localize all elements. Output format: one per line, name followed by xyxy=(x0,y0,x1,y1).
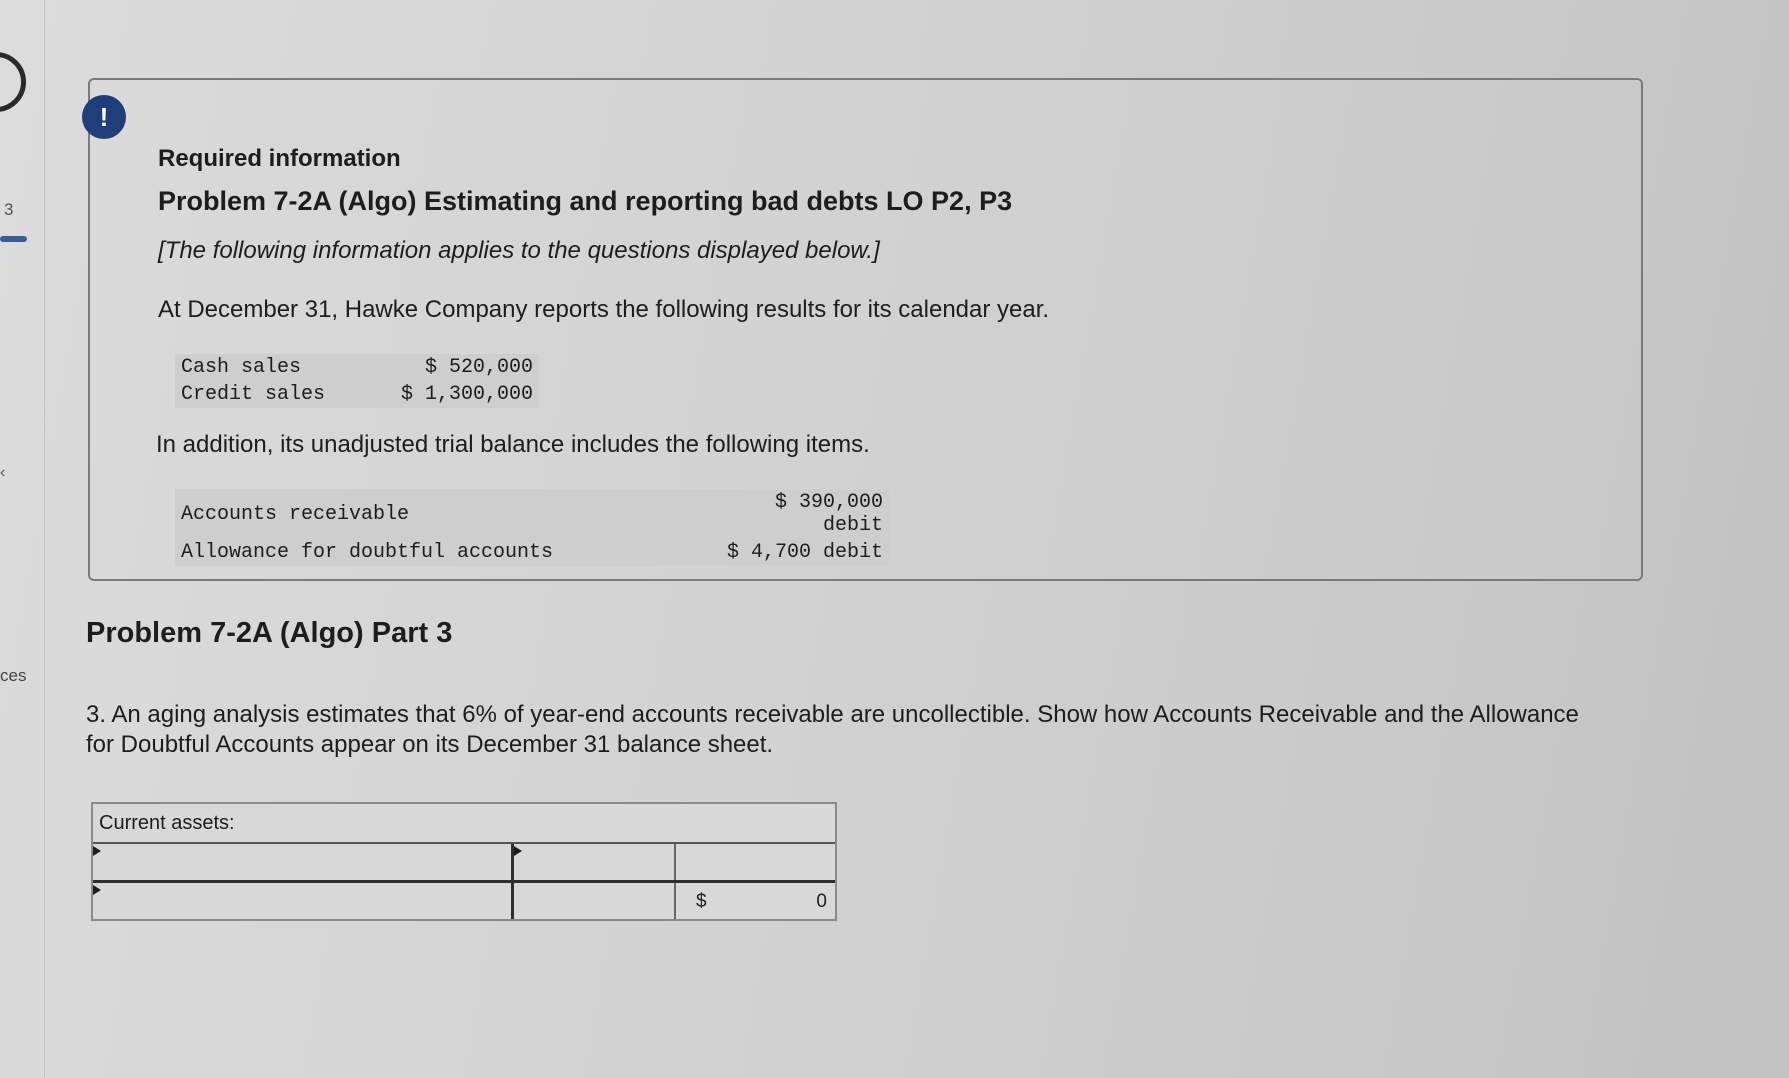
table-row xyxy=(175,354,539,381)
left-sidebar xyxy=(0,0,45,1078)
account-cell xyxy=(93,883,514,919)
trial-balance-table xyxy=(175,489,889,566)
problem-note: [The following information applies to the questions displayed below.] xyxy=(158,237,880,264)
account-cell xyxy=(93,844,514,880)
sales-value: $ 520,000 xyxy=(377,354,539,381)
table-row xyxy=(175,489,889,539)
trial-balance-label: Allowance for doubtful accounts xyxy=(175,539,697,566)
required-info-label: Required information xyxy=(158,145,401,172)
trial-balance-value: $ 4,700 debit xyxy=(697,539,889,566)
account-select-2[interactable] xyxy=(93,883,511,919)
chevron-left-icon[interactable]: ‹ xyxy=(0,464,6,481)
intro-text: At December 31, Hawke Company reports the following results for its calendar year. xyxy=(158,296,1050,323)
answer-row-2 xyxy=(93,883,835,919)
problem-title: Problem 7-2A (Algo) Estimating and reporting bad debts LO P2, P3 xyxy=(158,186,1013,216)
amount-cell xyxy=(514,883,676,919)
sales-table xyxy=(175,354,539,408)
table-row xyxy=(175,539,889,566)
question-text: 3. An aging analysis estimates that 6% of year-end accounts receivable are uncollectible. Show how Accounts Receivable and the Allowance for Doubtful Accounts appear on its December 31 balance sheet. xyxy=(86,701,1579,758)
amount-input-2[interactable] xyxy=(514,883,674,919)
sales-value: $ 1,300,000 xyxy=(377,381,539,408)
amount-cell xyxy=(514,844,676,880)
sales-label: Credit sales xyxy=(175,381,377,408)
dropdown-marker-icon xyxy=(93,885,101,895)
answer-row-1 xyxy=(93,844,835,883)
sales-label: Cash sales xyxy=(175,354,377,381)
answer-table-header: Current assets: xyxy=(93,804,835,844)
part-heading: Problem 7-2A (Algo) Part 3 xyxy=(86,617,453,649)
total-cell xyxy=(676,883,835,919)
trial-balance-value: $ 390,000 debit xyxy=(697,489,889,539)
sidebar-current-indicator xyxy=(0,236,27,242)
table-row xyxy=(175,381,539,408)
alert-icon: ! xyxy=(82,95,126,139)
trial-balance-label: Accounts receivable xyxy=(175,489,697,539)
answer-table xyxy=(91,802,837,921)
account-select-1[interactable] xyxy=(93,844,511,880)
amount-input-1[interactable] xyxy=(514,844,674,880)
progress-ring-icon xyxy=(0,52,26,112)
dropdown-marker-icon xyxy=(514,846,522,856)
total-cell xyxy=(676,844,835,880)
dropdown-marker-icon xyxy=(93,846,101,856)
currency-symbol: $ xyxy=(696,891,707,912)
trial-balance-intro: In addition, its unadjusted trial balance includes the following items. xyxy=(156,431,870,458)
sidebar-label-partial[interactable]: ces xyxy=(0,666,27,685)
net-total-value: 0 xyxy=(816,891,827,912)
sidebar-question-number[interactable]: 3 xyxy=(4,200,14,219)
